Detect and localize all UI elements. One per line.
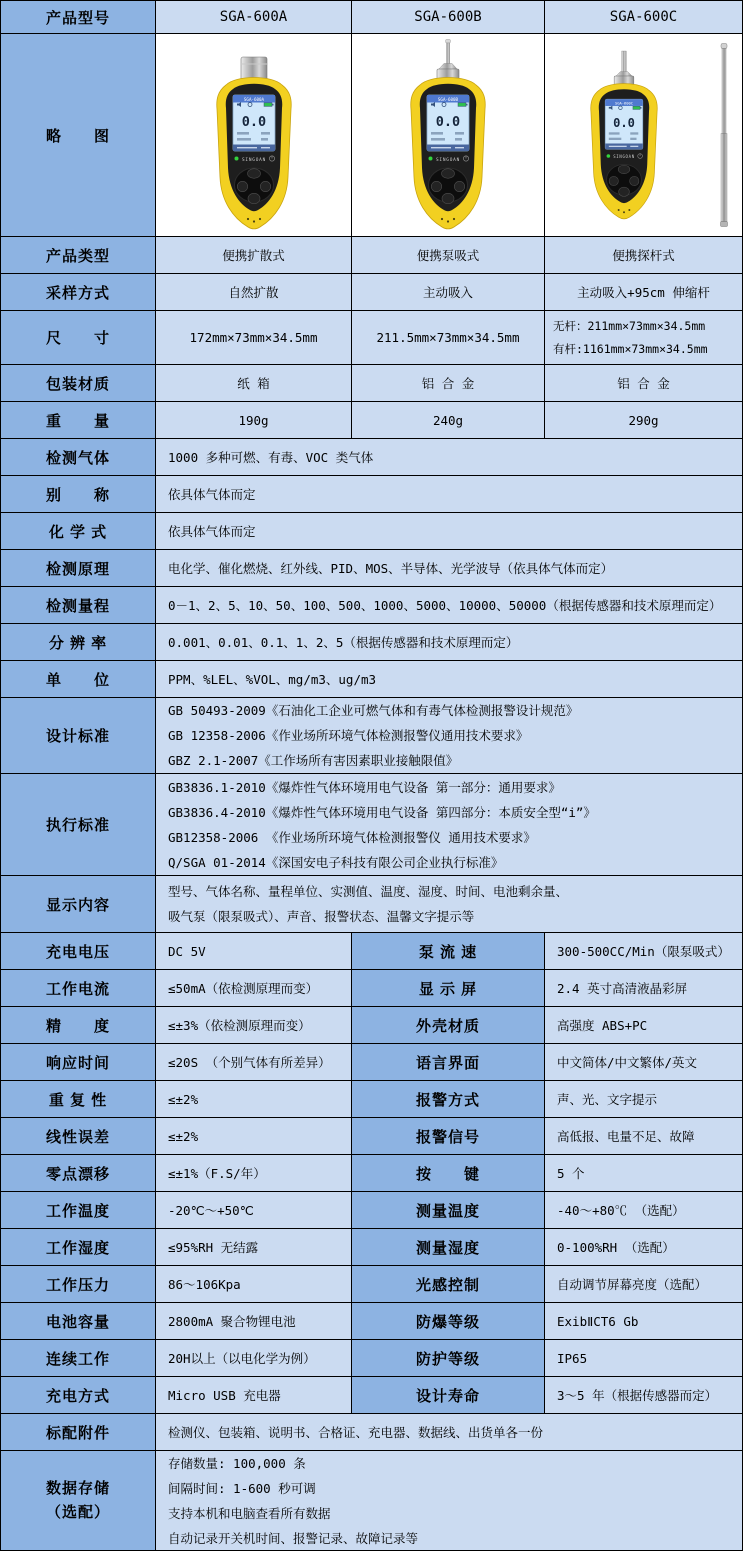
row-label-detection-range: 检测量程 <box>1 587 156 624</box>
row-response-time-language <box>1 1044 742 1081</box>
label-line: 数据存储 <box>45 1479 110 1497</box>
spec-value: ≤50mA（依检测原理而变） <box>156 970 352 1007</box>
model-name-sga-600a: SGA-600A <box>156 1 352 34</box>
brand-label: SINGOAN <box>435 157 461 163</box>
spec-value: 铝 合 金 <box>352 365 545 402</box>
spec-value: DC 5V <box>156 933 352 970</box>
row-label-alias: 别 称 <box>1 476 156 513</box>
row-label-units: 单 位 <box>1 661 156 698</box>
spec-value: 0.001、0.01、0.1、1、2、5（根据传感器和技术原理而定） <box>156 624 742 661</box>
standard-line: GB3836.1-2010《爆炸性气体环境用电气设备 第一部分：通用要求》 <box>168 779 561 795</box>
spec-value: 便携扩散式 <box>156 237 352 274</box>
spec-value <box>156 774 742 876</box>
telescopic-rod-image <box>717 43 731 227</box>
spec-value: 高强度 ABS+PC <box>545 1007 742 1044</box>
spec-value <box>156 876 742 933</box>
spec-value: 检测仪、包装箱、说明书、合格证、充电器、数据线、出货单各一份 <box>156 1414 742 1451</box>
storage-line: 存储数量: 100,000 条 <box>168 1455 306 1471</box>
spec-value: 300-500CC/Min（限泵吸式） <box>545 933 742 970</box>
row-label: 外壳材质 <box>352 1007 545 1044</box>
pump-probe <box>621 51 625 72</box>
row-label-design-standards: 设计标准 <box>1 698 156 774</box>
spec-value: 211.5mm×73mm×34.5mm <box>352 311 545 365</box>
row-label-display-content: 显示内容 <box>1 876 156 933</box>
row-label: 按 键 <box>352 1155 545 1192</box>
spec-value: 依具体气体而定 <box>156 476 742 513</box>
row-working-humidity-measure-humidity <box>1 1229 742 1266</box>
sketch-cell-sga-600c <box>545 34 742 237</box>
spec-value: ExibⅡCT6 Gb <box>545 1303 742 1340</box>
spec-value: ≤±2% <box>156 1118 352 1155</box>
row-label-standard-accessories: 标配附件 <box>1 1414 156 1451</box>
spec-value: 电化学、催化燃烧、红外线、PID、MOS、半导体、光学波导（依具体气体而定） <box>156 550 742 587</box>
row-zero-drift-buttons <box>1 1155 742 1192</box>
row-label: 防爆等级 <box>352 1303 545 1340</box>
row-product-type <box>1 237 742 274</box>
spec-value: 0－1、2、5、10、50、100、500、1000、5000、10000、50000（根据传感器和技术原理而定） <box>156 587 742 624</box>
spec-value: ≤95%RH 无结露 <box>156 1229 352 1266</box>
spec-value: 172mm×73mm×34.5mm <box>156 311 352 365</box>
spec-value: ≤±3%（依检测原理而变） <box>156 1007 352 1044</box>
row-label: 工作温度 <box>1 1192 156 1229</box>
row-detection-principle <box>1 550 742 587</box>
spec-value: 自然扩散 <box>156 274 352 311</box>
row-label: 泵 流 速 <box>352 933 545 970</box>
spec-value: 86～106Kpa <box>156 1266 352 1303</box>
spec-value: IP65 <box>545 1340 742 1377</box>
battery-icon <box>632 106 639 109</box>
row-label-sampling-method: 采样方式 <box>1 274 156 311</box>
row-label-resolution: 分 辨 率 <box>1 624 156 661</box>
status-led <box>606 154 610 158</box>
spec-value <box>545 311 742 365</box>
row-label: 精 度 <box>1 1007 156 1044</box>
device-image-sga-600c <box>557 49 691 221</box>
standard-line: GB12358-2006 《作业场所环境气体检测报警仪 通用技术要求》 <box>168 829 536 845</box>
spec-value: 1000 多种可燃、有毒、VOC 类气体 <box>156 439 742 476</box>
row-label: 测量温度 <box>352 1192 545 1229</box>
device-image-sga-600b <box>373 39 523 231</box>
row-label-data-storage <box>1 1451 156 1551</box>
row-label: 工作电流 <box>1 970 156 1007</box>
row-detected-gas <box>1 439 742 476</box>
spec-value: ≤±2% <box>156 1081 352 1118</box>
row-label: 报警信号 <box>352 1118 545 1155</box>
spec-value <box>156 698 742 774</box>
storage-line: 支持本机和电脑查看所有数据 <box>168 1505 331 1521</box>
row-label: 设计寿命 <box>352 1377 545 1414</box>
row-label: 光感控制 <box>352 1266 545 1303</box>
spec-value: 290g <box>545 402 742 439</box>
row-working-current-display-screen <box>1 970 742 1007</box>
row-sampling-method <box>1 274 742 311</box>
display-content-line: 吸气泵（限泵吸式）、声音、报警状态、温馨文字提示等 <box>168 909 475 924</box>
row-chemical-formula <box>1 513 742 550</box>
row-working-temp-measure-temp <box>1 1192 742 1229</box>
model-name-sga-600c: SGA-600C <box>545 1 742 34</box>
row-label: 工作压力 <box>1 1266 156 1303</box>
spec-value: PPM、%LEL、%VOL、mg/m3、ug/m3 <box>156 661 742 698</box>
row-accuracy-shell-material <box>1 1007 742 1044</box>
standard-line: GBZ 2.1-2007《工作场所有害因素职业接触限值》 <box>168 753 459 768</box>
row-label: 充电方式 <box>1 1377 156 1414</box>
storage-line: 间隔时间: 1-600 秒可调 <box>168 1480 316 1496</box>
row-charging-method-design-life <box>1 1377 742 1414</box>
row-label: 零点漂移 <box>1 1155 156 1192</box>
spec-value: 5 个 <box>545 1155 742 1192</box>
row-label-sketch: 略 图 <box>1 34 156 237</box>
row-label: 连续工作 <box>1 1340 156 1377</box>
pump-probe <box>446 42 449 64</box>
row-label: 响应时间 <box>1 1044 156 1081</box>
display-content-line: 型号、气体名称、量程单位、实测值、温度、湿度、时间、电池剩余量、 <box>168 884 569 899</box>
row-label-weight: 重 量 <box>1 402 156 439</box>
spec-value: ≤±1%（F.S/年） <box>156 1155 352 1192</box>
spec-value: 中文简体/中文繁体/英文 <box>545 1044 742 1081</box>
spec-value: 240g <box>352 402 545 439</box>
row-label-product-type: 产品类型 <box>1 237 156 274</box>
status-led <box>234 157 238 161</box>
standard-line: GB 50493-2009《石油化工企业可燃气体和有毒气体检测报警设计规范》 <box>168 703 579 718</box>
row-label-dimensions: 尺 寸 <box>1 311 156 365</box>
label-line: （选配） <box>45 1503 110 1521</box>
row-battery-explosion-proof <box>1 1303 742 1340</box>
spec-value: 便携探杆式 <box>545 237 742 274</box>
row-label: 显 示 屏 <box>352 970 545 1007</box>
spec-value: 依具体气体而定 <box>156 513 742 550</box>
row-label: 重 复 性 <box>1 1081 156 1118</box>
row-continuous-work-protection <box>1 1340 742 1377</box>
row-label: 防护等级 <box>352 1340 545 1377</box>
spec-value: 主动吸入+95cm 伸缩杆 <box>545 274 742 311</box>
screen-reading: 0.0 <box>241 114 266 130</box>
sketch-cell-sga-600b <box>352 34 545 237</box>
spec-value: ≤20S （个别气体有所差异） <box>156 1044 352 1081</box>
row-label: 工作湿度 <box>1 1229 156 1266</box>
spec-value: 主动吸入 <box>352 274 545 311</box>
screen-model-label: SGA-600C <box>614 101 633 106</box>
standard-line: GB 12358-2006《作业场所环境气体检测报警仪通用技术要求》 <box>168 728 529 743</box>
row-label-detected-gas: 检测气体 <box>1 439 156 476</box>
row-label: 语言界面 <box>352 1044 545 1081</box>
row-label-packing-material: 包装材质 <box>1 365 156 402</box>
spec-value: 2.4 英寸高清液晶彩屏 <box>545 970 742 1007</box>
spec-value: 便携泵吸式 <box>352 237 545 274</box>
row-label: 报警方式 <box>352 1081 545 1118</box>
battery-icon <box>458 103 466 107</box>
spec-value: 0-100%RH （选配） <box>545 1229 742 1266</box>
brand-label: SINGOAN <box>241 157 266 163</box>
row-charging-voltage-pump-flow <box>1 933 742 970</box>
row-resolution <box>1 624 742 661</box>
row-standard-accessories <box>1 1414 742 1451</box>
row-label: 线性误差 <box>1 1118 156 1155</box>
row-weight <box>1 402 742 439</box>
spec-value: 声、光、文字提示 <box>545 1081 742 1118</box>
row-linearity-alarm-signal <box>1 1118 742 1155</box>
battery-icon <box>264 103 272 107</box>
spec-value: 自动调节屏幕亮度（选配） <box>545 1266 742 1303</box>
spec-value: 铝 合 金 <box>545 365 742 402</box>
screen-model-label: SGA-600A <box>243 96 264 102</box>
row-sketch <box>1 34 742 237</box>
spec-value: 高低报、电量不足、故障 <box>545 1118 742 1155</box>
row-label-executive-standards: 执行标准 <box>1 774 156 876</box>
row-packing-material <box>1 365 742 402</box>
row-label: 测量湿度 <box>352 1229 545 1266</box>
status-led <box>429 157 433 161</box>
spec-value: -40～+80℃ （选配） <box>545 1192 742 1229</box>
spec-value: -20℃～+50℃ <box>156 1192 352 1229</box>
spec-value: 3～5 年（根据传感器而定） <box>545 1377 742 1414</box>
model-name-sga-600b: SGA-600B <box>352 1 545 34</box>
row-label-product-model: 产品型号 <box>1 1 156 34</box>
row-product-model <box>1 1 742 34</box>
row-units <box>1 661 742 698</box>
row-executive-standards <box>1 774 742 876</box>
spec-value: 纸 箱 <box>156 365 352 402</box>
dimension-line: 有杆:1161mm×73mm×34.5mm <box>553 341 708 356</box>
row-display-content <box>1 876 742 933</box>
spec-value: 2800mA 聚合物锂电池 <box>156 1303 352 1340</box>
standard-line: Q/SGA 01-2014《深国安电子科技有限公司企业执行标准》 <box>168 854 504 870</box>
row-label-detection-principle: 检测原理 <box>1 550 156 587</box>
sketch-cell-sga-600a <box>156 34 352 237</box>
row-label-chemical-formula: 化 学 式 <box>1 513 156 550</box>
row-alias <box>1 476 742 513</box>
screen-reading: 0.0 <box>612 115 635 130</box>
storage-line: 自动记录开关机时间、报警记录、故障记录等 <box>168 1530 419 1546</box>
row-dimensions <box>1 311 742 365</box>
dimension-line: 无杆：211mm×73mm×34.5mm <box>553 318 706 333</box>
brand-label: SINGOAN <box>612 154 635 160</box>
spec-value: 20H以上（以电化学为例） <box>156 1340 352 1377</box>
row-working-pressure-light-control <box>1 1266 742 1303</box>
screen-model-label: SGA-600B <box>437 96 459 102</box>
row-label: 电池容量 <box>1 1303 156 1340</box>
screen-reading: 0.0 <box>435 114 461 130</box>
spec-value: Micro USB 充电器 <box>156 1377 352 1414</box>
standard-line: GB3836.4-2010《爆炸性气体环境用电气设备 第四部分：本质安全型“i”》 <box>168 804 596 820</box>
device-image-sga-600a <box>179 39 329 231</box>
row-design-standards <box>1 698 742 774</box>
row-label: 充电电压 <box>1 933 156 970</box>
spec-value <box>156 1451 742 1551</box>
row-data-storage <box>1 1451 742 1551</box>
spec-value: 190g <box>156 402 352 439</box>
row-detection-range <box>1 587 742 624</box>
row-repeatability-alarm-mode <box>1 1081 742 1118</box>
